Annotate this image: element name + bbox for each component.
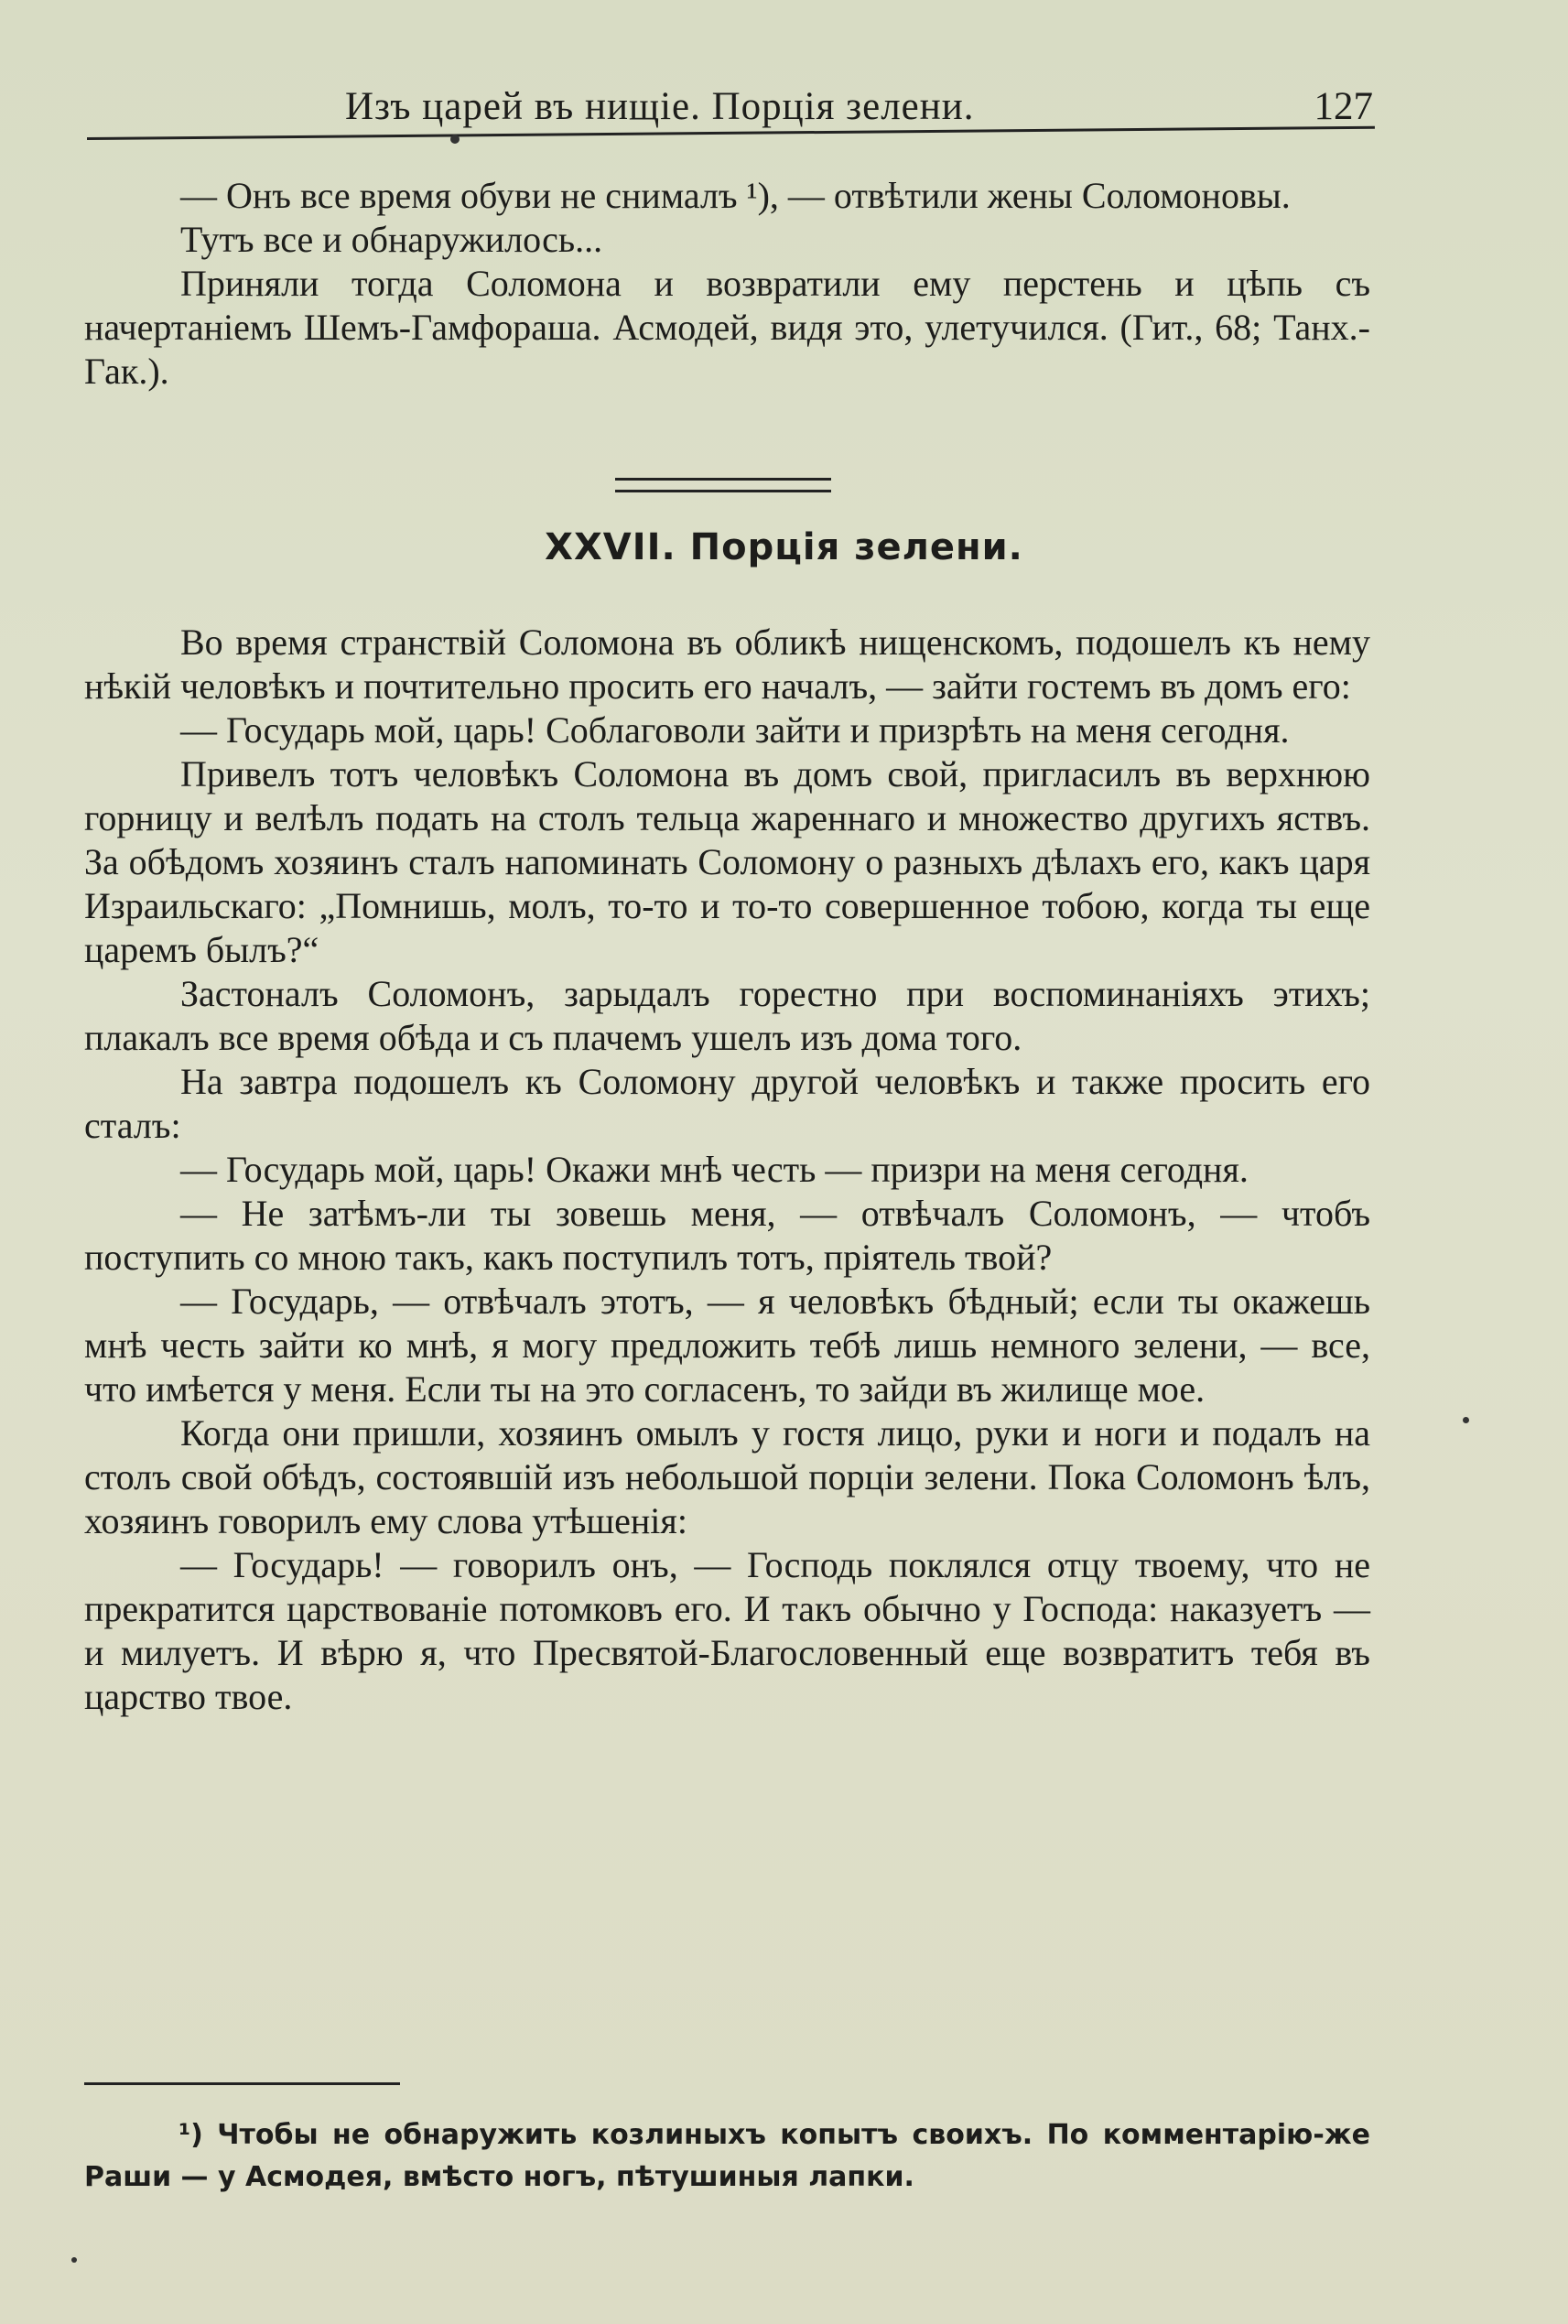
paragraph: Когда они пришли, хозяинъ омылъ у гостя лицо, руки и ноги и подалъ на столъ свой обѣдъ, состоявшій изъ небольшой порціи зелени. Пока Соломонъ ѣлъ, хозяинъ говорилъ ему слова утѣшенія:	[84, 1412, 1370, 1541]
footnote-rule	[84, 2082, 400, 2085]
paragraph: — Государь мой, царь! Окажи мнѣ честь — призри на меня сегодня.	[180, 1149, 1249, 1190]
section-title: XXVII. Порція зелени.	[545, 526, 1023, 568]
intro-text	[84, 174, 1370, 394]
paragraph: — Государь, — отвѣчалъ этотъ, — я человѣкъ бѣдный; если ты окажешь мнѣ честь зайти ко мнѣ, я могу предложить тебѣ лишь немного зелени, — все, что имѣется у меня. Если ты на это согласенъ, то зайди въ жилище мое.	[84, 1281, 1370, 1410]
paragraph: Во время странствій Соломона въ обликѣ нищенскомъ, подошелъ къ нему нѣкій человѣкъ и почтительно просить его началъ, — зайти гостемъ въ домъ его:	[84, 622, 1370, 707]
main-text	[84, 621, 1370, 1719]
paragraph: Застоналъ Соломонъ, зарыдалъ горестно при воспоминаніяхъ этихъ; плакалъ все время обѣда и съ плачемъ ушелъ изъ дома того.	[84, 973, 1370, 1058]
paragraph: — Не затѣмъ-ли ты зовешь меня, — отвѣчалъ Соломонъ, — чтобъ поступить со мною такъ, какъ поступилъ тотъ, пріятель твой?	[84, 1193, 1370, 1278]
running-title: Изъ царей въ нищіе. Порція зелени.	[345, 85, 975, 128]
intro-paragraph: — Онъ все время обуви не снималъ ¹), — отвѣтили жены Соломоновы.	[180, 175, 1291, 216]
section-separator	[615, 478, 831, 492]
paragraph: — Государь! — говорилъ онъ, — Господь поклялся отцу твоему, что не прекратится царствованіе потомковъ его. И такъ обычно у Господа: наказуетъ — и милуетъ. И вѣрю я, что Пресвятой-Благословенный еще возвратитъ тебя въ царство твое.	[84, 1544, 1370, 1717]
intro-paragraph: Тутъ все и обнаружилось...	[180, 219, 603, 260]
page-number: 127	[1314, 85, 1373, 128]
ink-speck	[450, 135, 460, 144]
paragraph: — Государь мой, царь! Соблаговоли зайти и призрѣть на меня сегодня.	[180, 709, 1290, 751]
intro-paragraph: Приняли тогда Соломона и возвратили ему перстень и цѣпь съ начертаніемъ Шемъ-Гамфораша. Асмодей, видя это, улетучился. (Гит., 68; Танх.-Гак.).	[84, 263, 1370, 392]
ink-speck	[71, 2257, 77, 2263]
footnote: ¹) Чтобы не обнаружить козлиныхъ копытъ своихъ. По комментарію-же Раши — у Асмодея, вмѣсто ногъ, пѣтушиныя лапки.	[84, 2119, 1370, 2193]
ink-speck	[1463, 1417, 1469, 1423]
paragraph: На завтра подошелъ къ Соломону другой человѣкъ и также просить его сталъ:	[84, 1061, 1370, 1146]
paragraph: Привелъ тотъ человѣкъ Соломона въ домъ свой, пригласилъ въ верхнюю горницу и велѣлъ подать на столъ тельца жареннаго и множество другихъ яствъ. За обѣдомъ хозяинъ сталъ напоминать Соломону о разныхъ дѣлахъ его, какъ царя Израильскаго: „Помнишь, молъ, то-то и то-то совершенное тобою, когда ты еще царемъ былъ?“	[84, 753, 1370, 970]
